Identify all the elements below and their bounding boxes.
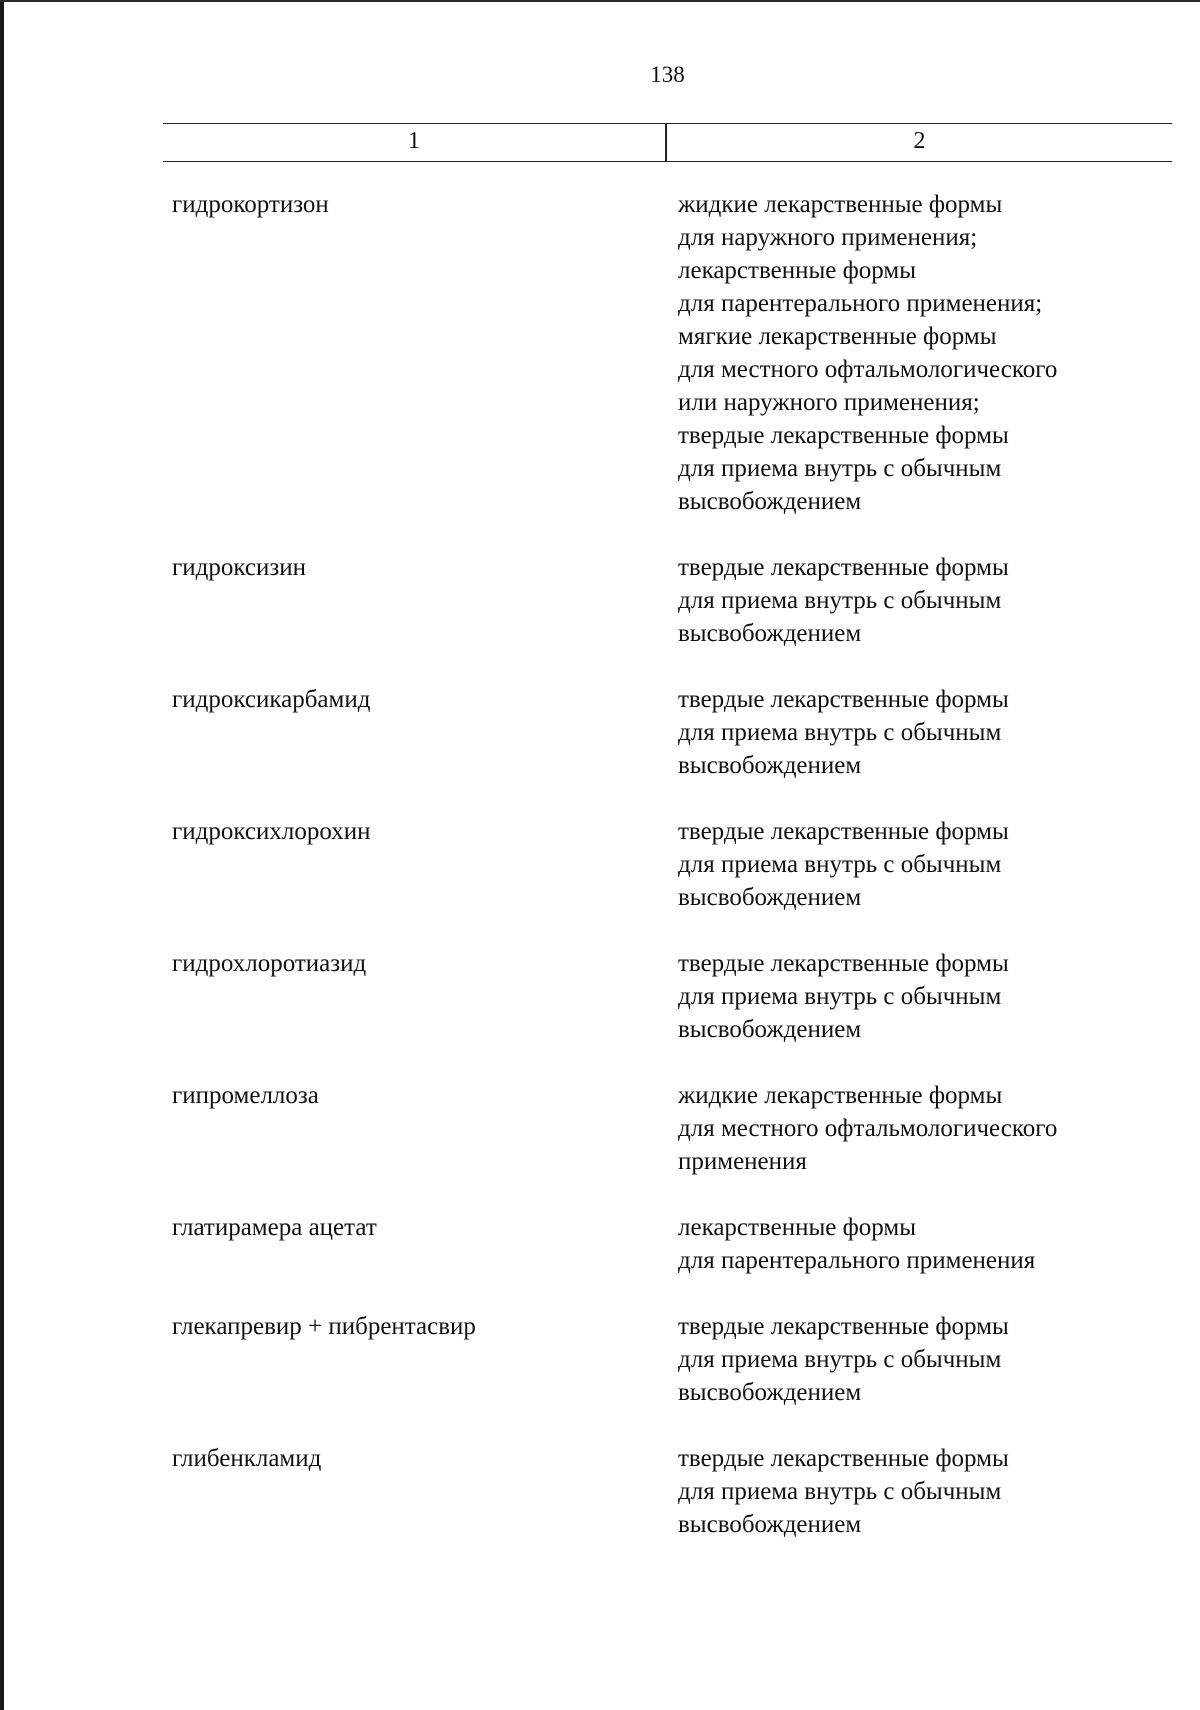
header-column-2: 2 xyxy=(913,128,926,154)
dosage-form-line: высвобождением xyxy=(678,488,862,515)
table-body xyxy=(0,188,1200,1574)
table-row xyxy=(0,1211,1200,1310)
dosage-form-line: твердые лекарственные формы xyxy=(678,686,1009,713)
table-row xyxy=(0,188,1200,551)
dosage-form-line: применения xyxy=(678,1148,807,1175)
dosage-form-line: для приема внутрь с обычным xyxy=(678,983,1002,1010)
dosage-form-line: лекарственные формы xyxy=(678,257,917,284)
dosage-forms xyxy=(678,1310,1128,1409)
dosage-form-line: твердые лекарственные формы xyxy=(678,1313,1009,1340)
dosage-form-line: высвобождением xyxy=(678,884,862,911)
dosage-form-line: высвобождением xyxy=(678,1379,862,1406)
dosage-form-line: для наружного применения; xyxy=(678,224,978,251)
dosage-form-line: жидкие лекарственные формы xyxy=(678,191,1003,218)
drug-name: гидроксикарбамид xyxy=(172,686,371,713)
dosage-form-line: жидкие лекарственные формы xyxy=(678,1082,1003,1109)
dosage-forms xyxy=(678,947,1128,1046)
drug-name: гидроксизин xyxy=(172,554,306,581)
scan-edge-top xyxy=(0,0,1200,2)
dosage-forms xyxy=(678,815,1128,914)
dosage-form-line: твердые лекарственные формы xyxy=(678,950,1009,977)
dosage-form-line: твердые лекарственные формы xyxy=(678,554,1009,581)
table-header xyxy=(163,123,1172,162)
dosage-forms xyxy=(678,1442,1128,1541)
drug-name: гидрохлоротиазид xyxy=(172,950,367,977)
table-row xyxy=(0,815,1200,947)
dosage-form-line: или наружного применения; xyxy=(678,389,980,416)
drug-name: гидрокортизон xyxy=(172,191,329,218)
dosage-form-line: для приема внутрь с обычным xyxy=(678,587,1002,614)
dosage-form-line: лекарственные формы xyxy=(678,1214,917,1241)
dosage-form-line: для приема внутрь с обычным xyxy=(678,1346,1002,1373)
dosage-form-line: твердые лекарственные формы xyxy=(678,1445,1009,1472)
dosage-forms xyxy=(678,683,1128,782)
page-number: 138 xyxy=(650,62,685,87)
dosage-form-line: для приема внутрь с обычным xyxy=(678,851,1002,878)
header-column-1: 1 xyxy=(408,128,420,154)
table-row xyxy=(0,1310,1200,1442)
drug-name: гипромеллоза xyxy=(172,1082,319,1109)
table-row xyxy=(0,683,1200,815)
dosage-forms xyxy=(678,1079,1128,1178)
dosage-forms xyxy=(678,188,1128,518)
table-row xyxy=(0,1442,1200,1574)
dosage-form-line: твердые лекарственные формы xyxy=(678,422,1009,449)
table-row xyxy=(0,1079,1200,1211)
dosage-form-line: твердые лекарственные формы xyxy=(678,818,1009,845)
drug-name: глатирамера ацетат xyxy=(172,1214,377,1241)
dosage-form-line: высвобождением xyxy=(678,752,862,779)
table-row xyxy=(0,551,1200,683)
dosage-form-line: для местного офтальмологического xyxy=(678,356,1058,383)
dosage-form-line: для приема внутрь с обычным xyxy=(678,1478,1002,1505)
drug-name: глибенкламид xyxy=(172,1445,322,1472)
dosage-forms xyxy=(678,1211,1128,1277)
dosage-form-line: для приема внутрь с обычным xyxy=(678,455,1002,482)
dosage-form-line: мягкие лекарственные формы xyxy=(678,323,997,350)
dosage-form-line: для приема внутрь с обычным xyxy=(678,719,1002,746)
dosage-form-line: для парентерального применения; xyxy=(678,290,1043,317)
table-row xyxy=(0,947,1200,1079)
dosage-form-line: высвобождением xyxy=(678,1511,862,1538)
dosage-form-line: для местного офтальмологического xyxy=(678,1115,1058,1142)
dosage-forms xyxy=(678,551,1128,650)
drug-name: гидроксихлорохин xyxy=(172,818,371,845)
dosage-form-line: высвобождением xyxy=(678,620,862,647)
drug-name: глекапревир + пибрентасвир xyxy=(172,1313,476,1340)
dosage-form-line: высвобождением xyxy=(678,1016,862,1043)
dosage-form-line: для парентерального применения xyxy=(678,1247,1036,1274)
